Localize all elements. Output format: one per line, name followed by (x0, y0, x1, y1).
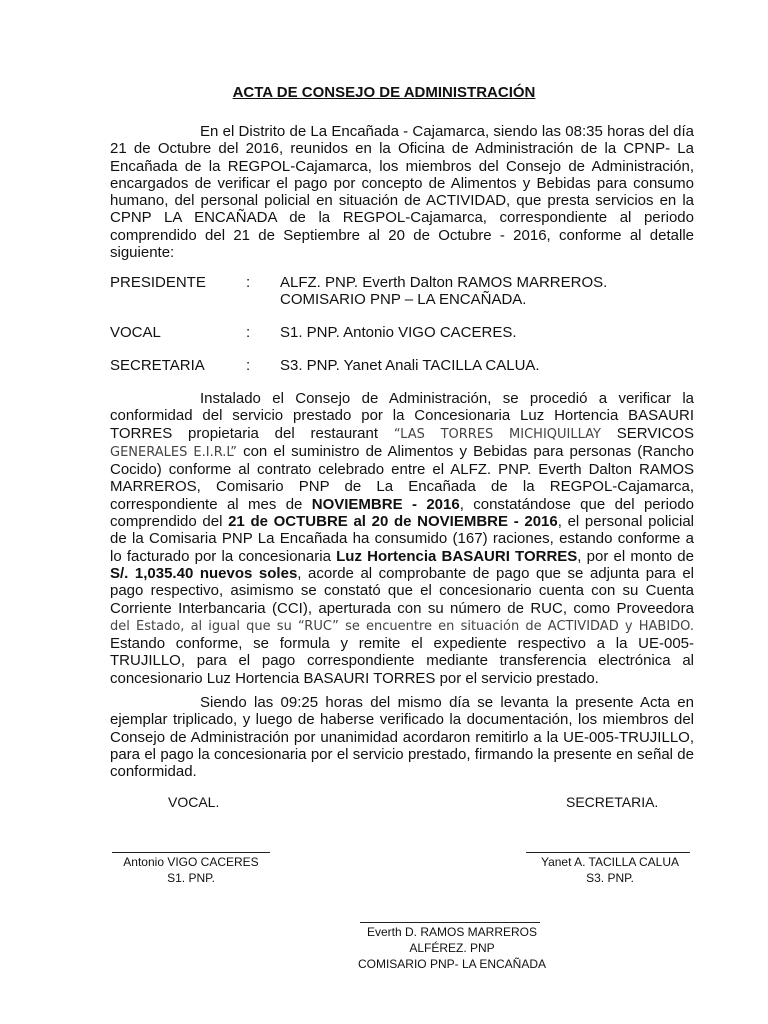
restaurant-name: “LAS TORRES MICHIQUILLAY (393, 426, 601, 442)
member-role-vocal: VOCAL (110, 324, 161, 341)
member-separator: : (246, 357, 251, 374)
intro-text: En el Distrito de La Encañada - Cajamarca, siendo las 08:35 horas del día 21 de Octubre del 2016, reunidos en la Oficina de Administración de la CPNP- La Encañada de la REGPOL-Cajamarca, los miembros del Consejo de Administración, encargados de verificar el pago por concepto de Alimentos y Bebidas para consumo humano, del personal policial en situación de ACTIVIDAD, que presta servicios en la CPNP LA ENCAÑADA de la REGPOL-Cajamarca, correspondiente al periodo comprendido del 21 de Septiembre al 20 de Octubre - 2016, conforme al detalle siguiente: (110, 123, 694, 262)
vocal-rank: S1. PNP. (167, 871, 215, 885)
body-paragraph (110, 390, 694, 687)
secretaria-name: Yanet A. TACILLA CALUA (540, 855, 680, 869)
ruc-status: del Estado, al igual que su “RUC” se encuentre en situación de ACTIVIDAD y HABIDO. (110, 618, 694, 634)
vocal-label: VOCAL. (168, 794, 220, 810)
document-title: ACTA DE CONSEJO DE ADMINISTRACIÓN (232, 84, 536, 101)
member-separator: : (246, 274, 251, 291)
presidente-name: Everth D. RAMOS MARREROS (366, 925, 538, 939)
month-bold: NOVIEMBRE - 2016 (311, 495, 460, 513)
body-text-8: , por el monto de (577, 547, 694, 565)
period-bold: 21 de OCTUBRE al 20 de NOVIEMBRE - 2016 (228, 513, 558, 531)
body-text-3: SERVICOS (600, 424, 695, 442)
member-post-presidente: COMISARIO PNP – LA ENCAÑADA. (280, 291, 527, 308)
body-text-7: , el personal policial de la Comisaria PNP La Encañada ha consumido (167) raciones, estando conforme a lo facturado por la concesionaria (110, 513, 694, 565)
intro-paragraph (110, 123, 694, 261)
presidente-rank: ALFÉREZ. PNP (409, 941, 495, 955)
vocal-name: Antonio VIGO CACERES (123, 855, 259, 869)
presidente-signature-block (330, 924, 574, 972)
member-role-presidente: PRESIDENTE (110, 274, 206, 291)
body-text-11: Estando conforme, se formula y remite el expediente respectivo a la UE-005-TRUJILLO, para el pago correspondiente mediante transferencia electrónica al concesionario Luz Hortencia BASAURI TORRES por el servicio prestado. (110, 635, 694, 687)
presidente-post: COMISARIO PNP- LA ENCAÑADA (357, 957, 547, 971)
amount-bold: S/. 1,035.40 nuevos soles (110, 564, 298, 582)
body-text-6: , constatándose que del periodo comprendido del (110, 495, 695, 531)
vocal-signature-block (100, 854, 282, 886)
closing-paragraph (110, 694, 694, 780)
presidente-signature-line (360, 922, 540, 923)
secretaria-signature-block (512, 854, 708, 886)
member-name-vocal: S1. PNP. Antonio VIGO CACERES. (280, 324, 517, 341)
member-name-secretaria: S3. PNP. Yanet Anali TACILLA CALUA. (280, 357, 540, 374)
member-separator: : (246, 324, 251, 341)
body-text-1: Instalado el Consejo de Administración, se procedió a verificar la conformidad del servicio prestado por la Concesionaria Luz Hortencia BASAURI TORRES propietaria del restaurant (110, 390, 694, 442)
secretaria-label: SECRETARIA. (566, 794, 659, 810)
restaurant-name-cont: GENERALES E.I.R.L” (110, 444, 237, 460)
member-role-secretaria: SECRETARIA (110, 357, 205, 374)
vocal-signature-line (112, 852, 270, 853)
body-text-9: , acorde al comprobante de pago que se adjunta para el pago respectivo, asimismo se constató que el concesionario cuenta con su Cuenta Corriente Interbancaria (CCI), aperturada con su número de RUC, como Proveedora (110, 564, 694, 617)
closing-text: Siendo las 09:25 horas del mismo día se levanta la presente Acta en ejemplar triplicado, y luego de haberse verificado la documentación, los miembros del Consejo de Administración por unanimidad acordaron remitirlo a la UE-005-TRUJILLO, para el pago la concesionaria por el servicio prestado, firmando la presente en señal de conformidad. (110, 694, 694, 781)
member-name-presidente: ALFZ. PNP. Everth Dalton RAMOS MARREROS. (280, 274, 608, 291)
secretaria-signature-line (526, 852, 690, 853)
concessionaire-bold: Luz Hortencia BASAURI TORRES (336, 547, 578, 565)
body-text-5: con el suministro de Alimentos y Bebidas para personas (Rancho Cocido) conforme al contrato celebrado entre el ALFZ. PNP. Everth Dalton RAMOS MARREROS, Comisario PNP de La Encañada de la REGPOL-Cajamarca, correspondiente al mes de (110, 442, 695, 513)
secretaria-rank: S3. PNP. (586, 871, 634, 885)
